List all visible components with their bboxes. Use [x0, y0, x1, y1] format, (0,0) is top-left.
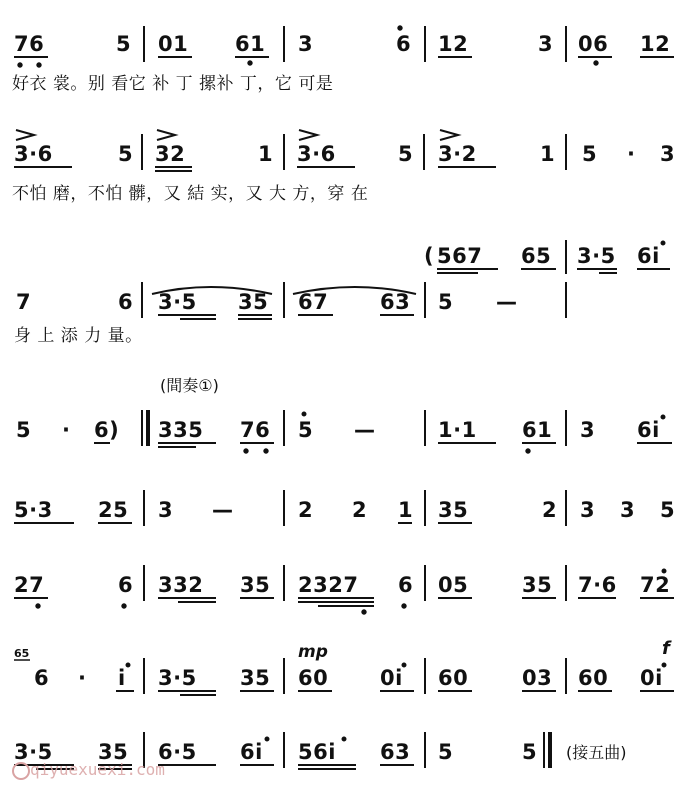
note-group: i	[118, 666, 126, 690]
note-group: 7·6	[578, 573, 617, 597]
note-group: 2327	[298, 573, 359, 597]
watermark-logo-icon	[12, 762, 30, 780]
note-group: 3·5	[14, 740, 53, 764]
note-group: ·	[627, 142, 636, 166]
note-group: 5	[118, 142, 134, 166]
note-group: 1	[258, 142, 274, 166]
note-group: 76	[240, 418, 271, 442]
note-group: 6	[396, 32, 412, 56]
interlude-label: (間奏①)	[160, 376, 219, 395]
note-group: 6·5	[158, 740, 197, 764]
note-group: 25	[98, 498, 129, 522]
note-group: 32	[155, 142, 186, 166]
note-group: 3·6	[14, 142, 53, 166]
watermark: qiyuexuexi.com	[30, 760, 165, 779]
note-group: 05	[438, 573, 469, 597]
note-group: 3	[298, 32, 314, 56]
note-group: —	[354, 418, 376, 442]
ending-note: (接五曲)	[566, 743, 627, 762]
lyrics-line-3: 身 上 添 力 量。	[14, 326, 143, 346]
note-group: 2	[542, 498, 558, 522]
note-group: 27	[14, 573, 45, 597]
dynamic-f: f	[662, 638, 670, 659]
note-group: 5	[438, 740, 454, 764]
note-group: (	[424, 244, 435, 268]
note-group: 63	[380, 290, 411, 314]
note-group: 5	[660, 498, 676, 522]
note-group: 7	[16, 290, 32, 314]
grace-notes: 65	[14, 647, 30, 660]
note-group: 0i	[380, 666, 403, 690]
note-group: 76	[14, 32, 45, 56]
note-group: 63	[380, 740, 411, 764]
note-group: 6	[398, 573, 414, 597]
note-group: 35	[240, 666, 271, 690]
note-group: 5	[438, 290, 454, 314]
note-group: 3	[660, 142, 676, 166]
note-group: 3	[580, 498, 596, 522]
note-group: 60	[578, 666, 609, 690]
note-group: 335	[158, 418, 204, 442]
note-group: 6)	[94, 418, 120, 442]
note-group: 12	[438, 32, 469, 56]
note-group: —	[496, 290, 518, 314]
note-group: 65	[521, 244, 552, 268]
note-group: 1·1	[438, 418, 477, 442]
lyrics-line-1: 好衣 裳。别 看它 补 丁 摞补 丁，它 可是	[12, 74, 334, 94]
note-group: 3	[620, 498, 636, 522]
note-group: —	[212, 498, 234, 522]
note-group: 3·6	[297, 142, 336, 166]
note-group: 0i	[640, 666, 663, 690]
note-group: 67	[298, 290, 329, 314]
note-group: 01	[158, 32, 189, 56]
lyrics-line-2: 不怕 磨，不怕 髒，又 結 实，又 大 方，穿 在	[12, 184, 369, 204]
note-group: ·	[62, 418, 71, 442]
note-group: 1	[398, 498, 414, 522]
note-group: 3	[158, 498, 174, 522]
note-group: ·	[78, 666, 87, 690]
dynamic-mp: mp	[298, 642, 328, 662]
note-group: 56i	[298, 740, 336, 764]
note-group: 5·3	[14, 498, 53, 522]
note-group: 6	[34, 666, 50, 690]
note-group: 3·2	[438, 142, 477, 166]
note-group: 5	[16, 418, 32, 442]
note-group: 61	[235, 32, 266, 56]
note-group: 567	[437, 244, 483, 268]
note-group: 3	[538, 32, 554, 56]
note-group: 60	[298, 666, 329, 690]
note-group: 3	[580, 418, 596, 442]
note-group: 5	[582, 142, 598, 166]
note-group: 6	[118, 573, 134, 597]
note-group: 35	[522, 573, 553, 597]
note-group: 6i	[637, 244, 660, 268]
note-group: 2	[298, 498, 314, 522]
note-group: 5	[398, 142, 414, 166]
note-group: 5	[116, 32, 132, 56]
note-group: 3·5	[158, 666, 197, 690]
note-group: 35	[98, 740, 129, 764]
note-group: 5	[522, 740, 538, 764]
note-group: 61	[522, 418, 553, 442]
note-group: 3·5	[577, 244, 616, 268]
note-group: 06	[578, 32, 609, 56]
note-group: 6i	[240, 740, 263, 764]
note-group: 1	[540, 142, 556, 166]
note-group: 35	[240, 573, 271, 597]
note-group: 72	[640, 573, 671, 597]
note-group: 60	[438, 666, 469, 690]
note-group: 2	[352, 498, 368, 522]
note-group: 03	[522, 666, 553, 690]
note-group: 12	[640, 32, 671, 56]
note-group: 332	[158, 573, 204, 597]
note-group: 6	[118, 290, 134, 314]
note-group: 6i	[637, 418, 660, 442]
note-group: 35	[438, 498, 469, 522]
note-group: 35	[238, 290, 269, 314]
note-group: 5	[298, 418, 314, 442]
note-group: 3·5	[158, 290, 197, 314]
